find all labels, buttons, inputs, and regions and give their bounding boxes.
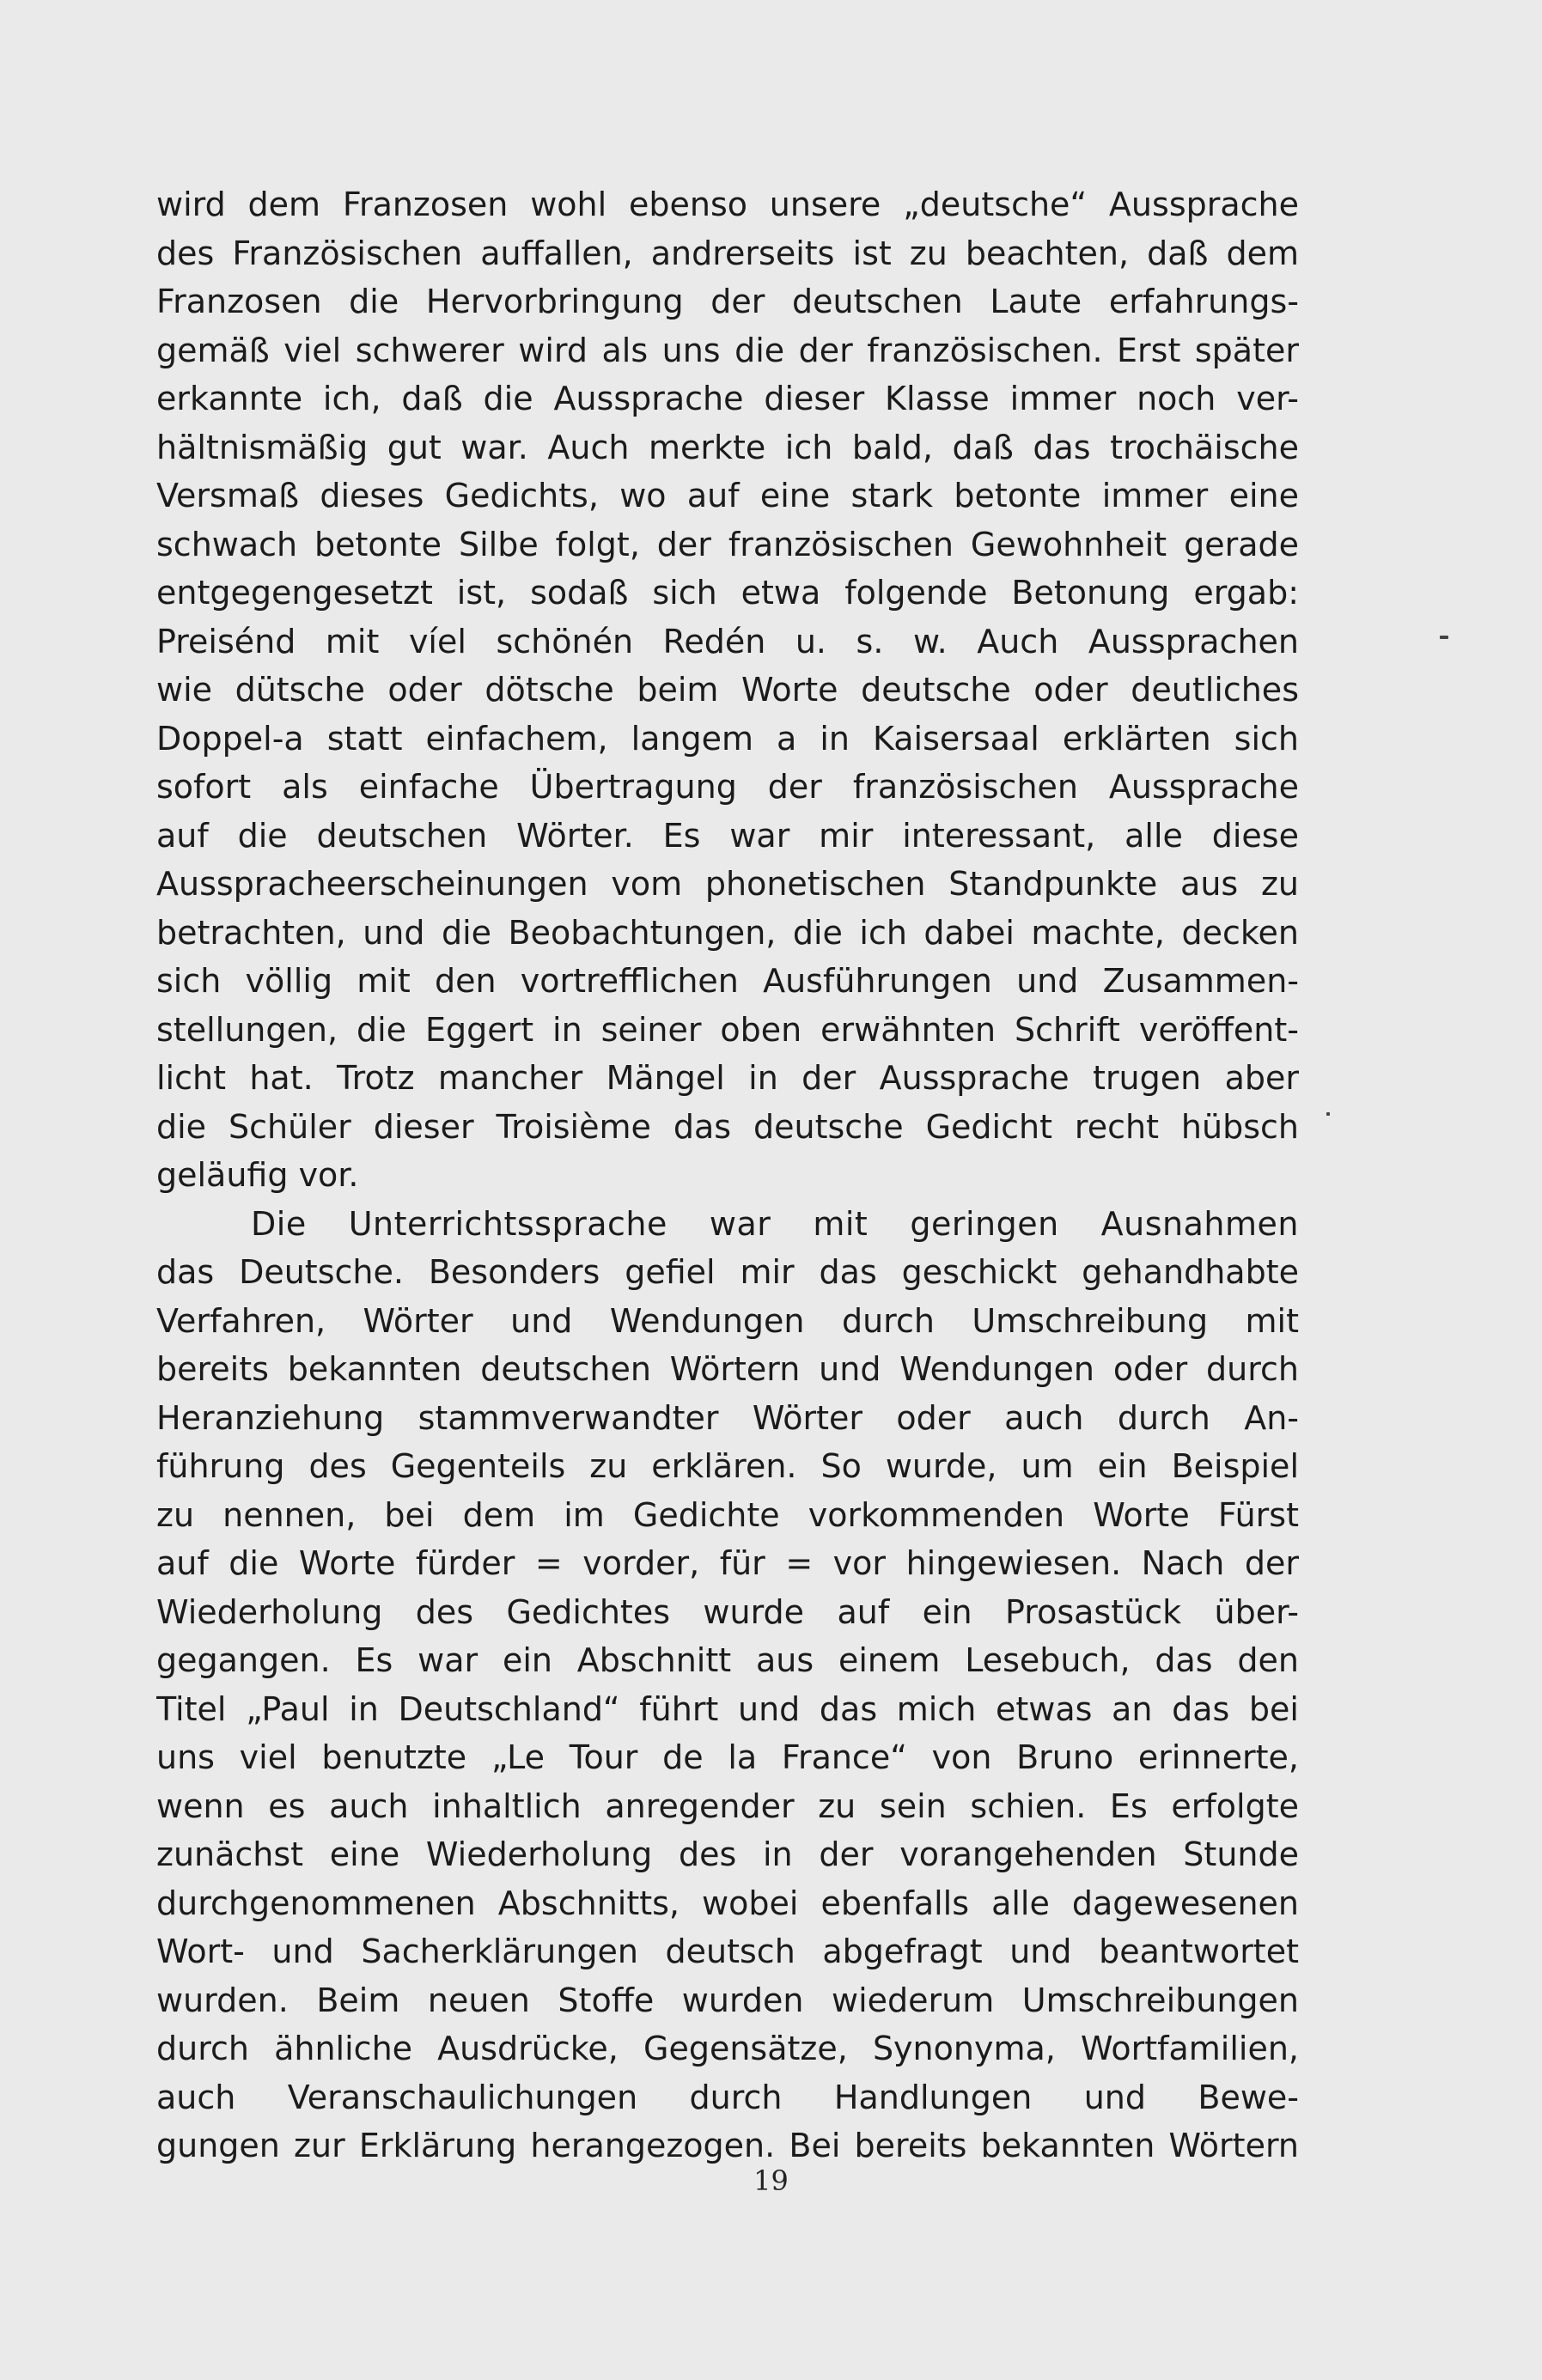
text-line: Die Unterrichtssprache war mit geringen Ausnahmen [251,1204,1299,1243]
text-line: des Französischen auffallen, andrerseits ist zu beachten, daß dem [156,234,1299,272]
text-line: Heranziehung stammverwandter Wörter oder auch durch An- [156,1398,1299,1437]
text-line: Titel „Paul in Deutschland“ führt und das mich etwas an das bei [156,1689,1299,1728]
text-line: erkannte ich, daß die Aussprache dieser Klasse immer noch ver- [156,380,1299,417]
text-line: stellungen, die Eggert in seiner oben erwähnten Schrift veröffent- [156,1010,1299,1049]
text-line: uns viel benutzte „Le Tour de la France“ von Bruno erinnerte, [156,1738,1299,1776]
text-line: die Schüler dieser Troisième das deutsche Gedicht recht hübsch [156,1107,1299,1146]
text-line: wie dütsche oder dötsche beim Worte deutsche oder deutliches [156,671,1299,709]
text-line: bereits bekannten deutschen Wörtern und Wendungen oder durch [156,1350,1299,1388]
text-line: entgegengesetzt ist, sodaß sich etwa folgende Betonung ergab: [156,574,1299,612]
text-line: gungen zur Erklärung herangezogen. Bei bereits bekannten Wörtern [156,2127,1299,2164]
text-line: wird dem Franzosen wohl ebenso unsere „deutsche“ Aussprache [156,186,1299,223]
margin-speck [1440,636,1448,639]
text-line: Verfahren, Wörter und Wendungen durch Umschreibung mit [156,1301,1299,1340]
text-line: Preisénd mit víel schönén Redén u. s. w. Auch Aussprachen [156,622,1299,660]
text-line: auch Veranschaulichungen durch Handlungen und Bewe- [156,2078,1299,2116]
text-line: Doppel-a statt einfachem, langem a in Kaisersaal erklärten sich [156,719,1299,758]
text-line: zunächst eine Wiederholung des in der vorangehenden Stunde [156,1835,1299,1873]
text-line: das Deutsche. Besonders gefiel mir das geschickt gehandhabte [156,1253,1299,1291]
text-line: Wort- und Sacherklärungen deutsch abgefragt und beantwortet [156,1933,1299,1970]
text-line: gegangen. Es war ein Abschnitt aus einem Lesebuch, das den [156,1641,1299,1679]
text-line: schwach betonte Silbe folgt, der französischen Gewohnheit gerade [156,525,1299,563]
text-line: gemäß viel schwerer wird als uns die der französischen. Erst später [156,331,1299,369]
text-line: Franzosen die Hervorbringung der deutschen Laute erfahrungs- [156,283,1299,320]
page-number: 19 [753,2164,789,2197]
text-line: sich völlig mit den vortrefflichen Ausführungen und Zusammen- [156,962,1299,1000]
text-line: geläufig vor. [156,1156,359,1194]
text-line: Wiederholung des Gedichtes wurde auf ein Prosastück über- [156,1592,1299,1631]
text-line: durch ähnliche Ausdrücke, Gegensätze, Synonyma, Wortfamilien, [156,2030,1299,2067]
text-line: zu nennen, bei dem im Gedichte vorkommenden Worte Fürst [156,1495,1299,1534]
text-line: betrachten, und die Beobachtungen, die ich dabei machte, decken [156,913,1299,952]
text-line: Versmaß dieses Gedichts, wo auf eine stark betonte immer eine [156,477,1299,514]
text-line: wurden. Beim neuen Stoffe wurden wiederum Umschreibungen [156,1981,1299,2019]
text-line: durchgenommenen Abschnitts, wobei ebenfalls alle dagewesenen [156,1884,1299,1922]
text-line: sofort als einfache Übertragung der französischen Aussprache [156,768,1299,806]
text-line: hältnismäßig gut war. Auch merkte ich bald, daß das trochäische [156,428,1299,466]
margin-speck [1326,1112,1330,1116]
text-line: Ausspracheerscheinungen vom phonetischen Standpunkte aus zu [156,865,1299,903]
text-line: wenn es auch inhaltlich anregender zu sein schien. Es erfolgte [156,1787,1299,1825]
text-line: auf die Worte fürder = vorder, für = vor hingewiesen. Nach der [156,1544,1299,1582]
text-line: führung des Gegenteils zu erklären. So wurde, um ein Beispiel [156,1447,1299,1485]
body-text [156,180,1299,2170]
text-line: licht hat. Trotz mancher Mängel in der Aussprache trugen aber [156,1059,1299,1097]
text-line: auf die deutschen Wörter. Es war mir interessant, alle diese [156,816,1299,855]
